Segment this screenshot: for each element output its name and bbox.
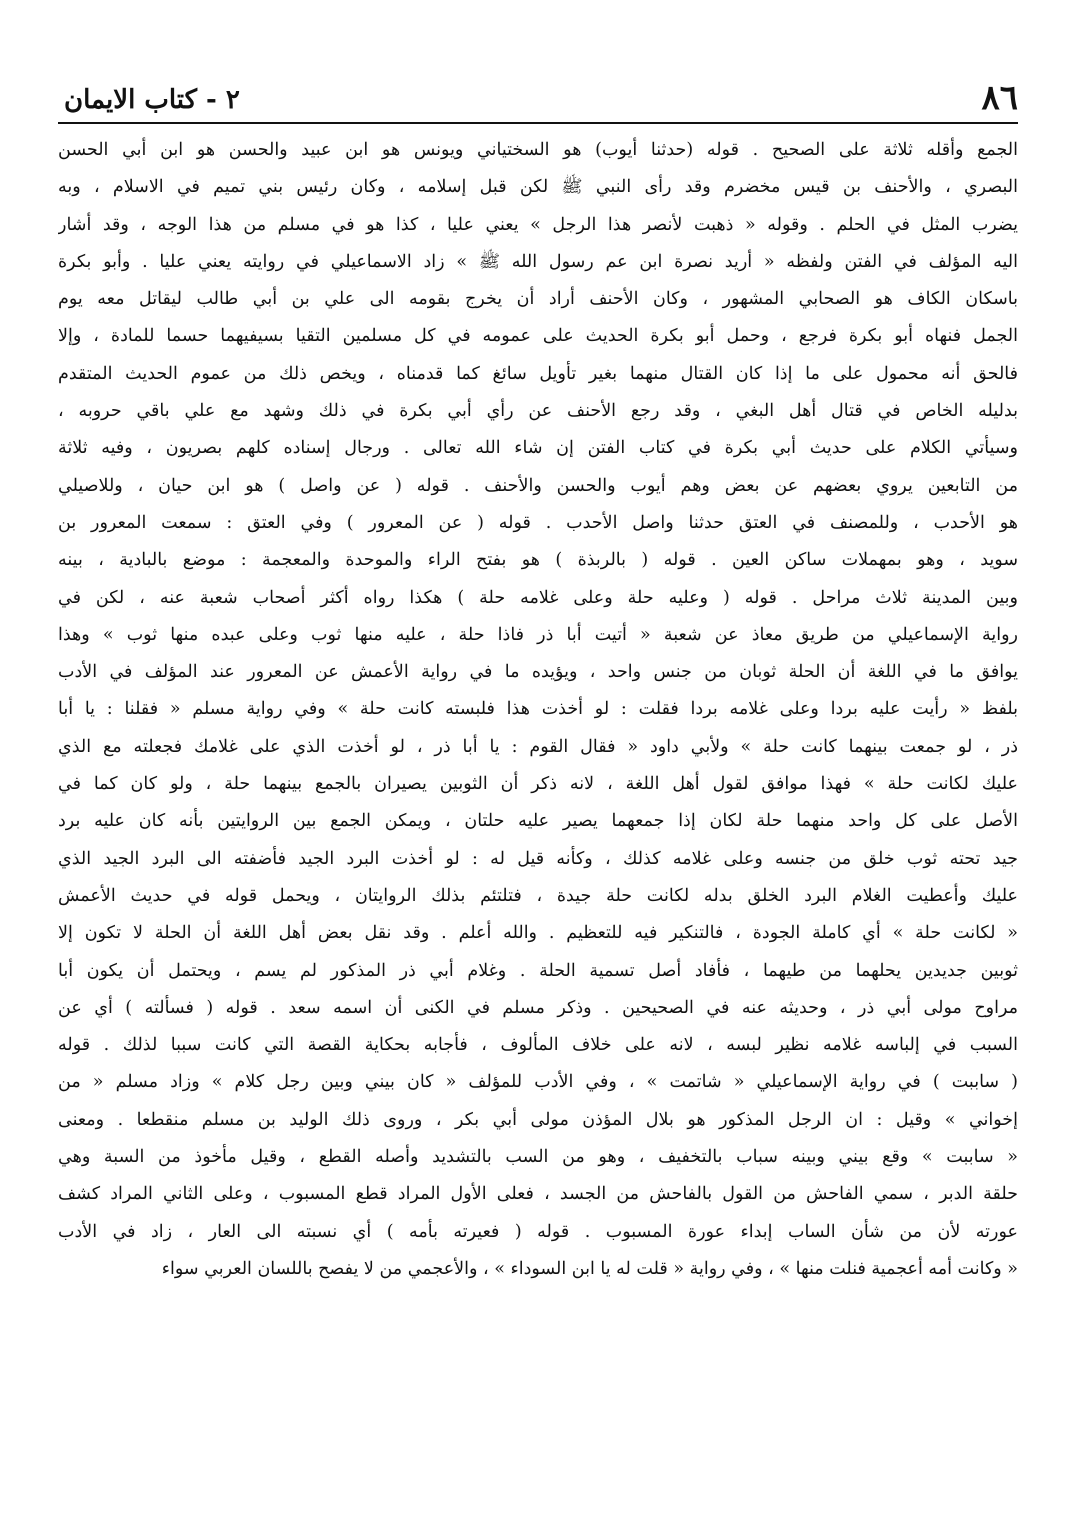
- text-line: « وكانت أمه أعجمية فنلت منها » ، وفي رواية « قلت له يا ابن السوداء » ، والأعجمي من لا يفصح باللسان العربي سواء: [161, 1258, 1018, 1279]
- text-line: سويد ، وهو بمهملات ساكن العين . قوله ( بالربذة ) هو بفتح الراء والموحدة والمعجمة : موضع بالبادية ، بينه: [58, 550, 1018, 571]
- book-page: [58, 78, 1018, 1478]
- text-line: جيد تحته ثوب خلق من جنسه وعلى غلامه كذلك ، وكأنه قيل له : لو أخذت البرد الجيد فأضفته الى البرد الجيد الذي: [58, 848, 1018, 869]
- text-line: وبين المدينة ثلاث مراحل . قوله ( وعليه حلة وعلى غلامه حلة ) هكذا رواه أكثر أصحاب شعبة عنه ، لكن في: [58, 587, 1018, 608]
- text-line: ثوبين جديدين يحلهما من طيهما ، فأفاد أصل تسمية الحلة . وغلام أبي ذر المذكور لم يسم ، ويحتمل أن يكون أبا: [58, 960, 1018, 981]
- text-line: يضرب المثل في الحلم . وقوله « ذهبت لأنصر هذا الرجل » يعني عليا ، كذا هو في مسلم من هذا الوجه ، وقد أشار: [58, 214, 1018, 235]
- text-line: وسيأتي الكلام على حديث أبي بكرة في كتاب الفتن إن شاء الله تعالى . ورجال إسناده كلهم بصريون ، وفيه ثلاثة: [58, 438, 1018, 459]
- text-line: إخواني » وقيل : ان الرجل المذكور هو بلال المؤذن مولى أبي بكر ، وروى ذلك الوليد بن مسلم منقطعا . ومعنى: [58, 1109, 1018, 1130]
- text-line: باسكان الكاف هو الصحابي المشهور ، وكان الأحنف أراد أن يخرج بقومه الى علي بن أبي طالب ليقاتل معه يوم: [58, 289, 1018, 310]
- text-line: عليك لكانت حلة » فهذا موافق لقول أهل اللغة ، لانه ذكر أن الثوبين يصيران بالجمع بينهما حلة ، ولو كان كما في: [58, 774, 1018, 795]
- text-line: فالحق أنه محمول على ما إذا كان القتال منهما بغير تأويل سائغ كما قدمناه ، ويخص ذلك من عموم الحديث المتقدم: [58, 363, 1018, 384]
- running-title: ٢ - كتاب الايمان: [64, 85, 240, 115]
- text-line: مراوح مولى أبي ذر ، وحديثه عنه في الصحيحين . وذكر مسلم في الكنى أن اسمه سعد . قوله ( فسألته ) أي عن: [58, 997, 1018, 1018]
- text-line: « لكانت حلة » أي كاملة الجودة ، فالتنكير فيه للتعظيم . والله أعلم . وقد نقل بعض أهل اللغة أن الحلة لا تكون إلا: [58, 923, 1018, 944]
- text-line: البصري ، والأحنف بن قيس مخضرم وقد رأى النبي ﷺ لكن قبل إسلامه ، وكان رئيس بني تميم في الاسلام ، وبه: [58, 177, 1018, 198]
- text-line: من التابعين يروي بعضهم عن بعض وهم أيوب والحسن والأحنف . قوله ( عن واصل ) هو ابن حيان ، وللاصيلي: [58, 475, 1018, 496]
- text-line: « ساببت » وقع بيني وبينه سباب بالتخفيف ، وهو من السب بالتشديد وأصله القطع ، وقيل مأخوذ من السبة وهي: [58, 1147, 1018, 1168]
- text-line: اليه المؤلف في الفتن ولفظه « أريد نصرة ابن عم رسول الله ﷺ » زاد الاسماعيلي في روايته يعني عليا . وأبو بكرة: [58, 251, 1018, 272]
- text-line: حلقة الدبر ، سمي الفاحش من القول بالفاحش من الجسد ، فعلى الأول المراد قطع المسبوب ، وعلى الثاني المراد كشف: [58, 1184, 1018, 1205]
- page-number: ٨٦: [981, 78, 1018, 118]
- text-line: ( ساببت ) في رواية الإسماعيلي « شاتمت » ، وفي الأدب للمؤلف « كان بيني وبين رجل كلام » وزاد مسلم « من: [58, 1072, 1018, 1093]
- text-line: بلفظ « رأيت عليه بردا وعلى غلامه بردا فقلت : لو أخذت هذا فلبسته كانت حلة » وفي رواية مسلم « فقلنا : يا أبا: [58, 699, 1018, 720]
- text-line: الجمع وأقله ثلاثة على الصحيح . قوله (حدثنا أيوب) هو السختياني ويونس هو ابن عبيد والحسن هو ابن أبي الحسن: [58, 140, 1018, 160]
- page-header: [58, 78, 1018, 124]
- text-line: الجمل فنهاه أبو بكرة فرجع ، وحمل أبو بكرة الحديث على عمومه في كل مسلمين التقيا بسيفيهما حسما للمادة ، وإلا: [58, 326, 1018, 347]
- text-line: عورته لأن من شأن الساب إبداء عورة المسبوب . قوله ( فعيرته بأمه ) أي نسبته الى العار ، زاد في الأدب: [58, 1221, 1018, 1242]
- text-line: الأصل على كل واحد منهما حلة لكان إذا جمعهما يصير عليه حلتان ، ويمكن الجمع بين الروايتين بأنه كان عليه برد: [58, 811, 1018, 832]
- text-line: بدليله الخاص في قتال أهل البغي ، وقد رجع الأحنف عن رأي أبي بكرة في ذلك وشهد مع علي باقي حروبه ،: [58, 401, 1018, 422]
- text-line: عليك وأعطيت الغلام البرد الخلق بدله لكانت حلة جيدة ، فتلتئم بذلك الروايتان ، ويحمل قوله في حديث الأعمش: [58, 885, 1018, 906]
- text-line: ذر ، لو جمعت بينهما كانت حلة » ولأبي داود « فقال القوم : يا أبا ذر ، لو أخذت الذي على غلامك فجعلته مع الذي: [58, 736, 1018, 757]
- text-line: هو الأحدب ، وللمصنف في العتق حدثنا واصل الأحدب . قوله ( عن المعرور ) وفي العتق : سمعت المعرور بن: [58, 512, 1018, 533]
- text-line: السبب في إلباسه غلامه نظير لبسه ، لانه على خلاف المألوف ، فأجابه بحكاية القصة التي كانت سببا لذلك . قوله: [58, 1035, 1018, 1056]
- body-text: [58, 132, 1018, 1288]
- text-line: يوافق ما في اللغة أن الحلة ثوبان من جنس واحد ، ويؤيده ما في رواية الأعمش عن المعرور عند المؤلف في الأدب: [58, 662, 1018, 683]
- text-line: رواية الإسماعيلي من طريق معاذ عن شعبة « أتيت أبا ذر فاذا حلة ، عليه منها ثوب وعلى عبده منها ثوب » وهذا: [58, 624, 1018, 645]
